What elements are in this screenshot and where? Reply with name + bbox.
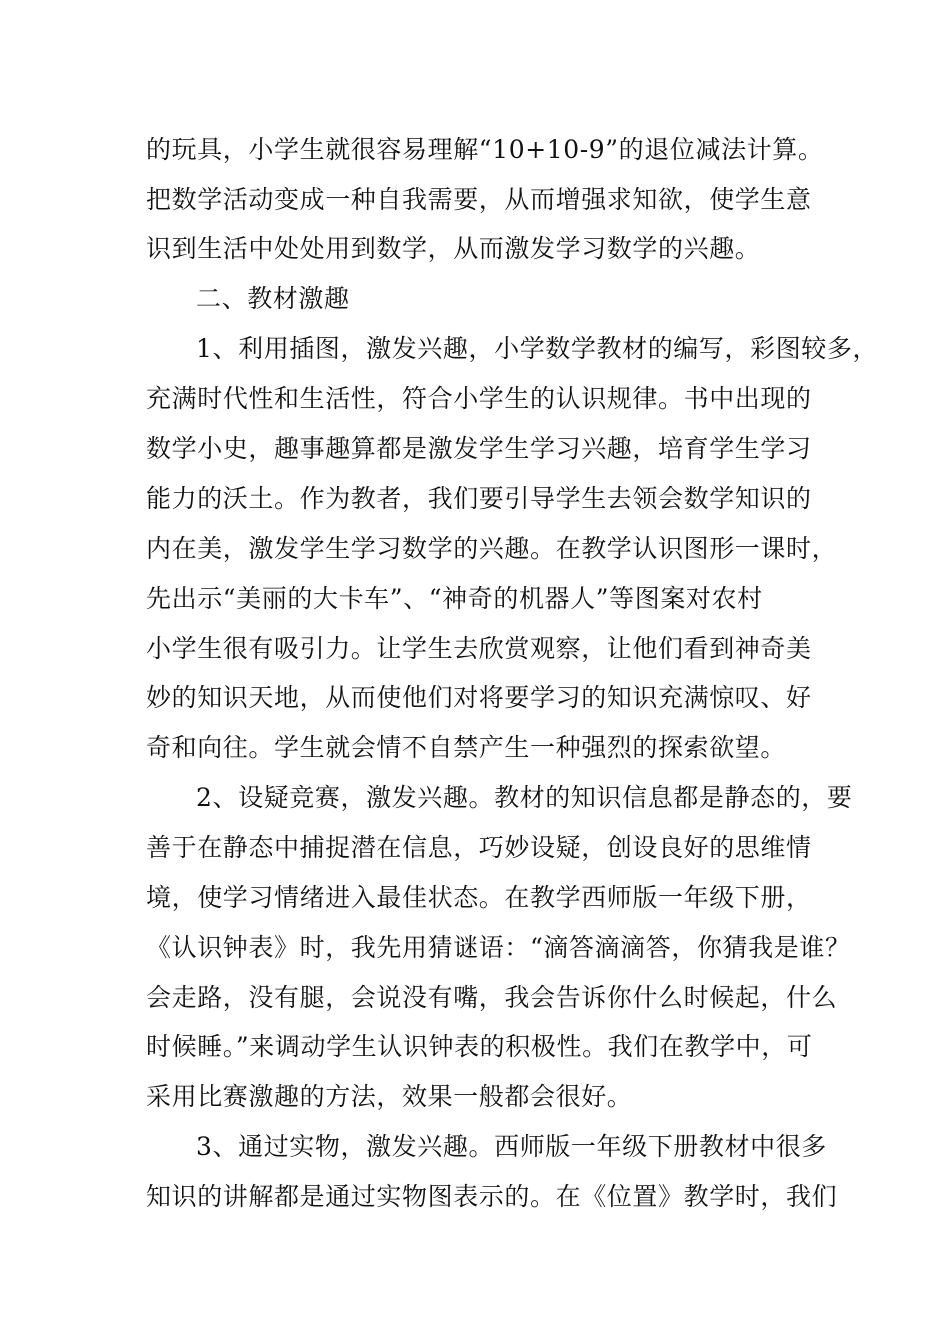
text-line: 把数学活动变成一种自我需要，从而增强求知欲，使学生意 [146, 185, 812, 214]
text-line: 1、利用插图，激发兴趣，小学数学教材的编写，彩图较多， [196, 334, 879, 363]
text-line: 境，使学习情绪进入最佳状态。在教学西师版一年级下册， [146, 883, 812, 912]
text-line: 小学生很有吸引力。让学生去欣赏观察，让他们看到神奇美 [146, 634, 812, 663]
text-line: 会走路，没有腿，会说没有嘴，我会告诉你什么时候起，什么 [146, 983, 838, 1012]
text-line: 知识的讲解都是通过实物图表示的。在《位置》教学时，我们 [146, 1182, 838, 1211]
text-line: 先出示“美丽的大卡车”、“神奇的机器人”等图案对农村 [146, 584, 763, 613]
text-line: 善于在静态中捕捉潜在信息，巧妙设疑，创设良好的思维情 [146, 833, 812, 862]
text-line: 充满时代性和生活性，符合小学生的认识规律。书中出现的 [146, 384, 812, 413]
text-line: 2、设疑竞赛，激发兴趣。教材的知识信息都是静态的，要 [196, 783, 853, 812]
text-line: 奇和向往。学生就会情不自禁产生一种强烈的探索欲望。 [146, 733, 787, 762]
text-line: 采用比赛激趣的方法，效果一般都会很好。 [146, 1082, 633, 1111]
text-line: 3、通过实物，激发兴趣。西师版一年级下册教材中很多 [196, 1132, 827, 1161]
text-line: 时候睡。”来调动学生认识钟表的积极性。我们在教学中，可 [146, 1032, 813, 1061]
section-heading: 二、教材激趣 [196, 284, 350, 313]
text-line: 《认识钟表》时，我先用猜谜语：“滴答滴滴答，你猜我是谁？ [146, 933, 851, 962]
text-line: 内在美，激发学生学习数学的兴趣。在教学认识图形一课时， [146, 534, 838, 563]
text-line: 数学小史，趣事趣算都是激发学生学习兴趣，培育学生学习 [146, 434, 812, 463]
text-line: 能力的沃土。作为教者，我们要引导学生去领会数学知识的 [146, 484, 812, 513]
text-line: 识到生活中处处用到数学，从而激发学习数学的兴趣。 [146, 234, 761, 263]
text-line: 妙的知识天地，从而使他们对将要学习的知识充满惊叹、好 [146, 683, 812, 712]
text-line: 的玩具，小学生就很容易理解“10+10-9”的退位减法计算。 [146, 135, 824, 164]
